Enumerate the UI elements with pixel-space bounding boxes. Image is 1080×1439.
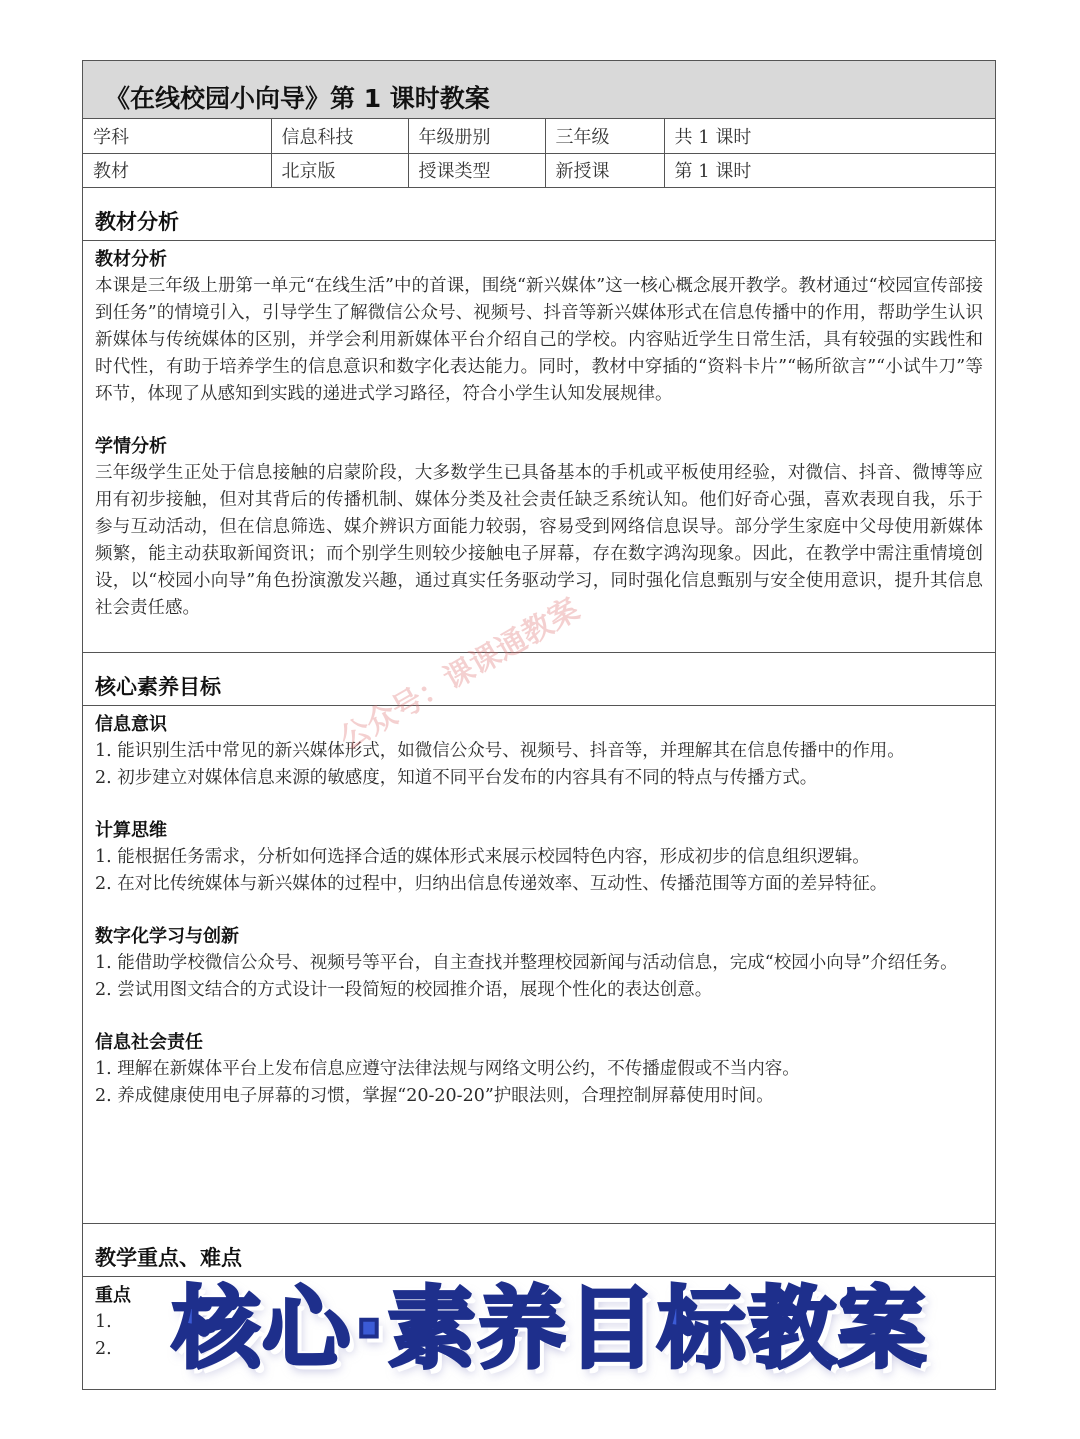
watermark: 公众号：课课通教案 [334,591,586,758]
paragraph-student-analysis: 三年级学生正处于信息接触的启蒙阶段，大多数学生已具备基本的手机或平板使用经验，对微信、抖音、微博等应用有初步接触，但对其背后的传播机制、媒体分类及社会责任缺乏系统认知。他们好奇心强，喜欢表现自我，乐于参与互动活动，但在信息筛选、媒介辨识方面能力较弱，容易受到网络信息误导。部分学生家庭中父母使用新媒体频繁，能主动获取新闻资讯；而个别学生则较少接触电子屏幕，存在数字鸿沟现象。因此，在教学中需注重情境创设，以“校园小向导”角色扮演激发兴趣，通过真实任务驱动学习，同时强化信息甄别与安全使用意识，提升其信息社会责任感。 [95,462,983,618]
meta-cell: 教材 [83,153,271,187]
goal-group-title: 数字化学习与创新 [95,925,239,947]
goal-item: 1. 能借助学校微信公众号、视频号等平台，自主查找并整理校园新闻与活动信息，完成“校园小向导”介绍任务。 [95,952,958,973]
goal-item: 2. 尝试用图文结合的方式设计一段简短的校园推介语，展现个性化的表达创意。 [95,979,713,1000]
goal-item: 2. 在对比传统媒体与新兴媒体的过程中，归纳出信息传递效率、互动性、传播范围等方面的差异特征。 [95,873,888,894]
goal-item: 1. 能识别生活中常见的新兴媒体形式，如微信公众号、视频号、抖音等，并理解其在信息传播中的作用。 [95,740,905,761]
meta-row [83,119,996,153]
section-heading-key-points: 教学重点、难点 [83,1224,995,1277]
goal-item: 1. 能根据任务需求，分析如何选择合适的媒体形式来展示校园特色内容，形成初步的信息组织逻辑。 [95,846,870,867]
goal-item: 1. 理解在新媒体平台上发布信息应遵守法律法规与网络文明公约，不传播虚假或不当内容。 [95,1058,800,1079]
meta-cell: 信息科技 [271,119,408,153]
section-core-literacy [83,706,995,1224]
key-point-item: 2. [95,1338,112,1359]
goal-group-title: 计算思维 [95,819,167,841]
paragraph-textbook-analysis: 本课是三年级上册第一单元“在线生活”中的首课，围绕“新兴媒体”这一核心概念展开教学。教材通过“校园宣传部接到任务”的情境引入，引导学生了解微信公众号、视频号、抖音等新兴媒体形式在信息传播中的作用，帮助学生认识新媒体与传统媒体的区别，并学会利用新媒体平台介绍自己的学校。内容贴近学生日常生活，具有较强的实践性和时代性，有助于培养学生的信息意识和数字化表达能力。同时，教材中穿插的“资料卡片”“畅所欲言”“小试牛刀”等环节，体现了从感知到实践的递进式学习路径，符合小学生认知发展规律。 [95,275,983,404]
meta-cell: 共 1 课时 [664,119,996,153]
lesson-plan-sheet [82,60,996,1390]
meta-cell: 学科 [83,119,271,153]
meta-table [83,119,996,188]
meta-cell: 新授课 [545,153,664,187]
section-heading-core-literacy: 核心素养目标 [83,653,995,706]
section-heading-textbook-analysis: 教材分析 [83,188,995,241]
subheading-student-analysis: 学情分析 [95,435,167,457]
meta-cell: 第 1 课时 [664,153,996,187]
key-point-item: 1. [95,1311,112,1332]
meta-cell: 北京版 [271,153,408,187]
document-title: 《在线校园小向导》第 1 课时教案 [83,61,995,119]
meta-cell: 三年级 [545,119,664,153]
section-textbook-analysis [83,241,995,653]
meta-cell: 授课类型 [408,153,545,187]
meta-cell: 年级册别 [408,119,545,153]
subheading-textbook-analysis: 教材分析 [95,248,167,270]
goal-item: 2. 养成健康使用电子屏幕的习惯，掌握“20-20-20”护眼法则，合理控制屏幕使用时间。 [95,1085,774,1106]
goal-group-title: 信息意识 [95,713,167,735]
meta-row [83,153,996,187]
overlay-banner: 核心·素养目标教案 [172,1277,928,1380]
goal-group-title: 信息社会责任 [95,1031,203,1053]
subheading-key-points: 重点 [95,1284,131,1306]
goal-item: 2. 初步建立对媒体信息来源的敏感度，知道不同平台发布的内容具有不同的特点与传播方式。 [95,767,818,788]
section-key-points [83,1277,995,1387]
